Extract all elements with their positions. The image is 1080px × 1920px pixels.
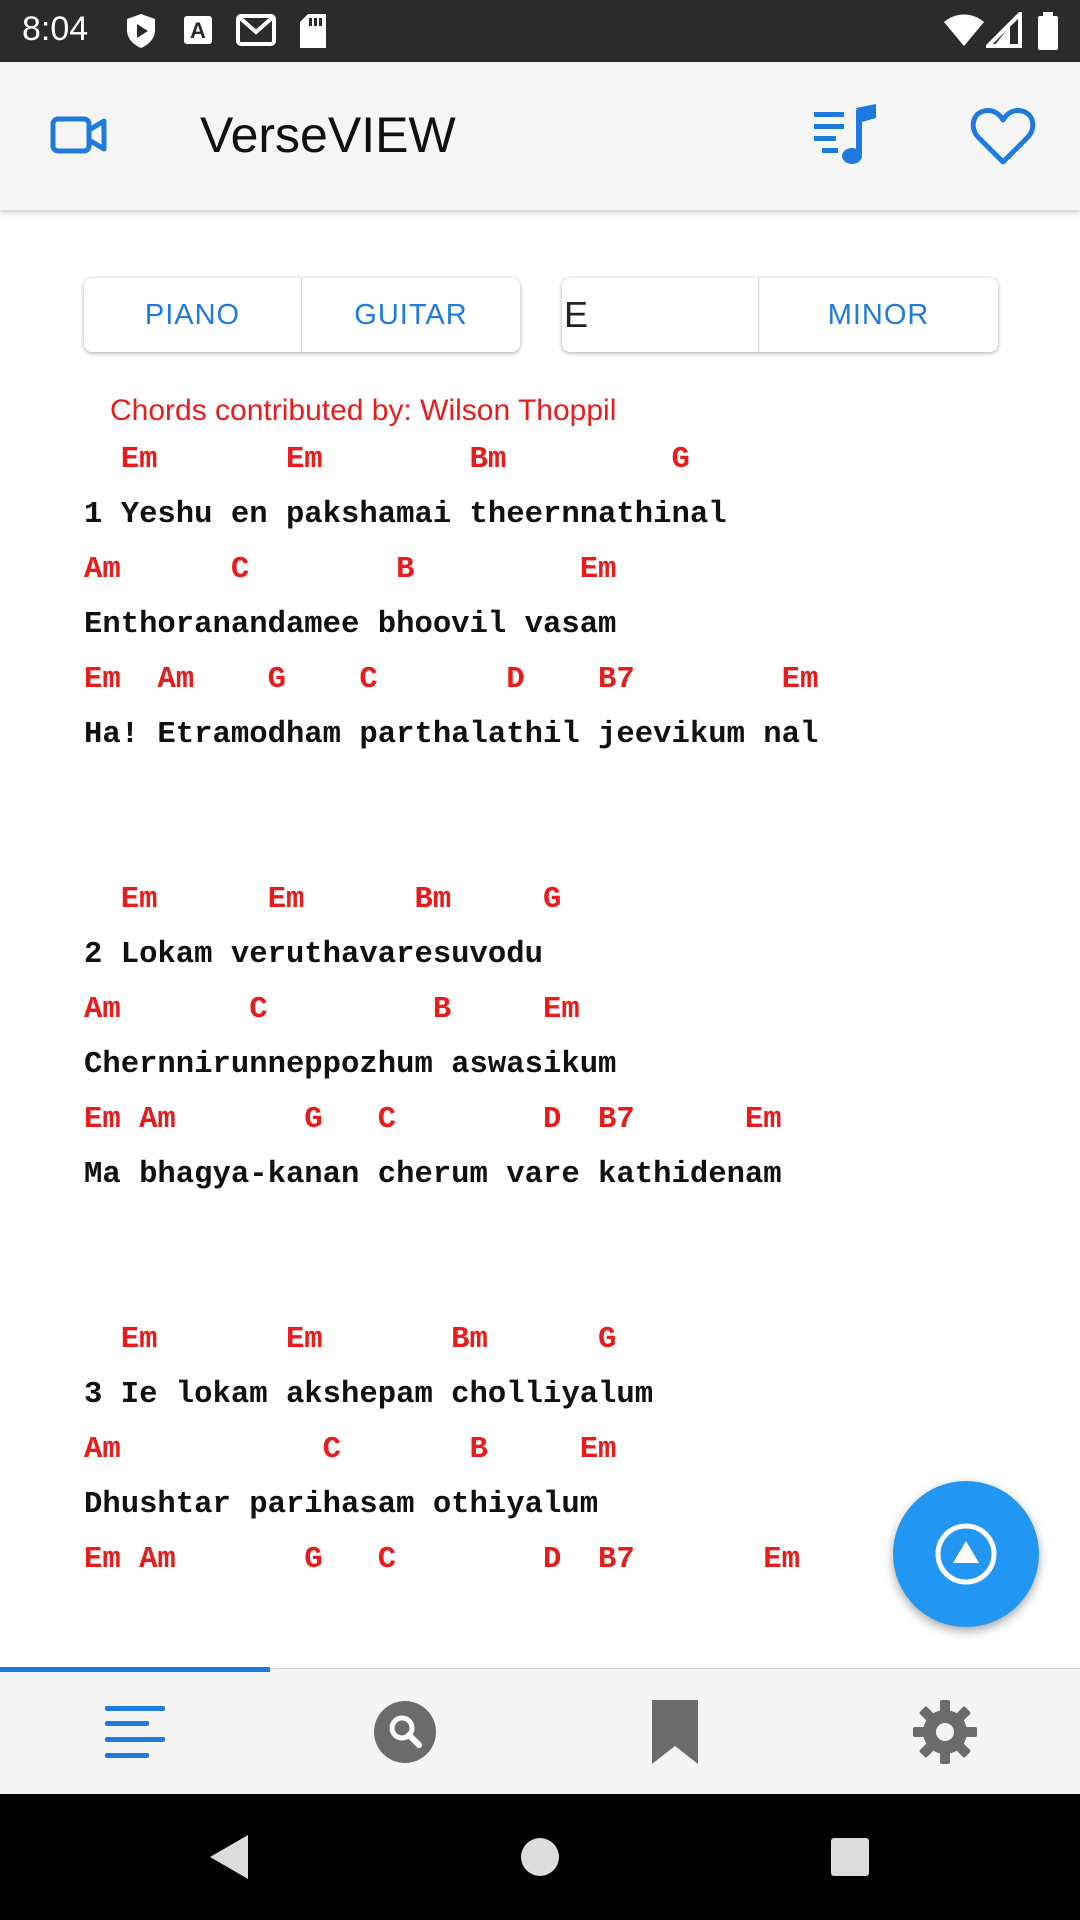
lyric-line: Dhushtar parihasam othiyalum <box>84 1488 599 1522</box>
chord-line: Em Em Bm G <box>84 1323 617 1357</box>
lyric-line: Enthoranandamee bhoovil vasam <box>84 608 617 642</box>
play-shield-icon <box>124 12 158 50</box>
lyric-line: 3 Ie lokam akshepam cholliyalum <box>84 1378 654 1412</box>
nav-settings-tab[interactable] <box>810 1669 1080 1795</box>
video-camera-icon[interactable] <box>50 114 108 156</box>
sd-card-icon <box>298 12 328 50</box>
chord-line: Am C B Em <box>84 993 580 1027</box>
bottom-navigation <box>0 1668 1080 1795</box>
minor-button[interactable]: MINOR <box>827 298 930 331</box>
status-time: 8:04 <box>22 10 89 48</box>
heart-icon[interactable] <box>970 106 1036 166</box>
chord-line: Em Am G C D B7 Em <box>84 1103 782 1137</box>
svg-text:A: A <box>190 18 206 43</box>
scroll-up-icon <box>933 1521 999 1587</box>
key-selector <box>562 278 998 352</box>
system-navigation-bar <box>0 1794 1080 1920</box>
recents-icon <box>829 1836 871 1878</box>
song-sheet <box>0 430 1080 1668</box>
app-title: VerseVIEW <box>200 107 456 163</box>
back-icon <box>208 1833 252 1881</box>
piano-button[interactable]: PIANO <box>144 298 241 331</box>
chord-line: Am C B Em <box>84 1433 617 1467</box>
key-dropdown[interactable]: E <box>564 294 589 335</box>
app-bar <box>0 62 1080 210</box>
chords-contributor: Chords contributed by: Wilson Thoppil <box>110 394 617 427</box>
home-icon <box>519 1836 561 1878</box>
wifi-icon <box>944 12 984 48</box>
chord-line: Em Am G C D B7 Em <box>84 663 819 697</box>
nav-lyrics-tab[interactable] <box>0 1669 270 1795</box>
gmail-icon <box>236 12 276 48</box>
chord-line: Em Em Bm G <box>84 443 690 477</box>
recents-button[interactable] <box>810 1794 890 1920</box>
guitar-button[interactable]: GUITAR <box>354 298 468 331</box>
settings-gear-icon <box>912 1699 978 1765</box>
accessibility-a-icon <box>182 12 214 48</box>
chord-line: Am C B Em <box>84 553 617 587</box>
battery-icon <box>1036 12 1060 52</box>
lyric-line: Ma bhagya-kanan cherum vare kathidenam <box>84 1158 782 1192</box>
instrument-toggle <box>84 278 520 352</box>
status-bar <box>0 0 1080 62</box>
back-button[interactable] <box>190 1794 270 1920</box>
nav-search-tab[interactable] <box>270 1669 540 1795</box>
lyric-line: Ha! Etramodham parthalathil jeevikum nal <box>84 718 819 752</box>
lyrics-list-icon <box>103 1704 167 1760</box>
signal-icon <box>986 12 1022 48</box>
nav-bookmark-tab[interactable] <box>540 1669 810 1795</box>
search-icon <box>373 1700 437 1764</box>
lyric-line: Chernnirunneppozhum aswasikum <box>84 1048 617 1082</box>
lyric-line: 1 Yeshu en pakshamai theernnathinal <box>84 498 727 532</box>
bookmark-icon <box>650 1698 700 1766</box>
chord-line: Em Em Bm G <box>84 883 562 917</box>
chord-line: Em Am G C D B7 Em <box>84 1543 801 1577</box>
lyric-line: 2 Lokam veruthavaresuvodu <box>84 938 543 972</box>
music-playlist-icon[interactable] <box>812 102 880 170</box>
scroll-up-button[interactable] <box>893 1481 1039 1627</box>
home-button[interactable] <box>500 1794 580 1920</box>
